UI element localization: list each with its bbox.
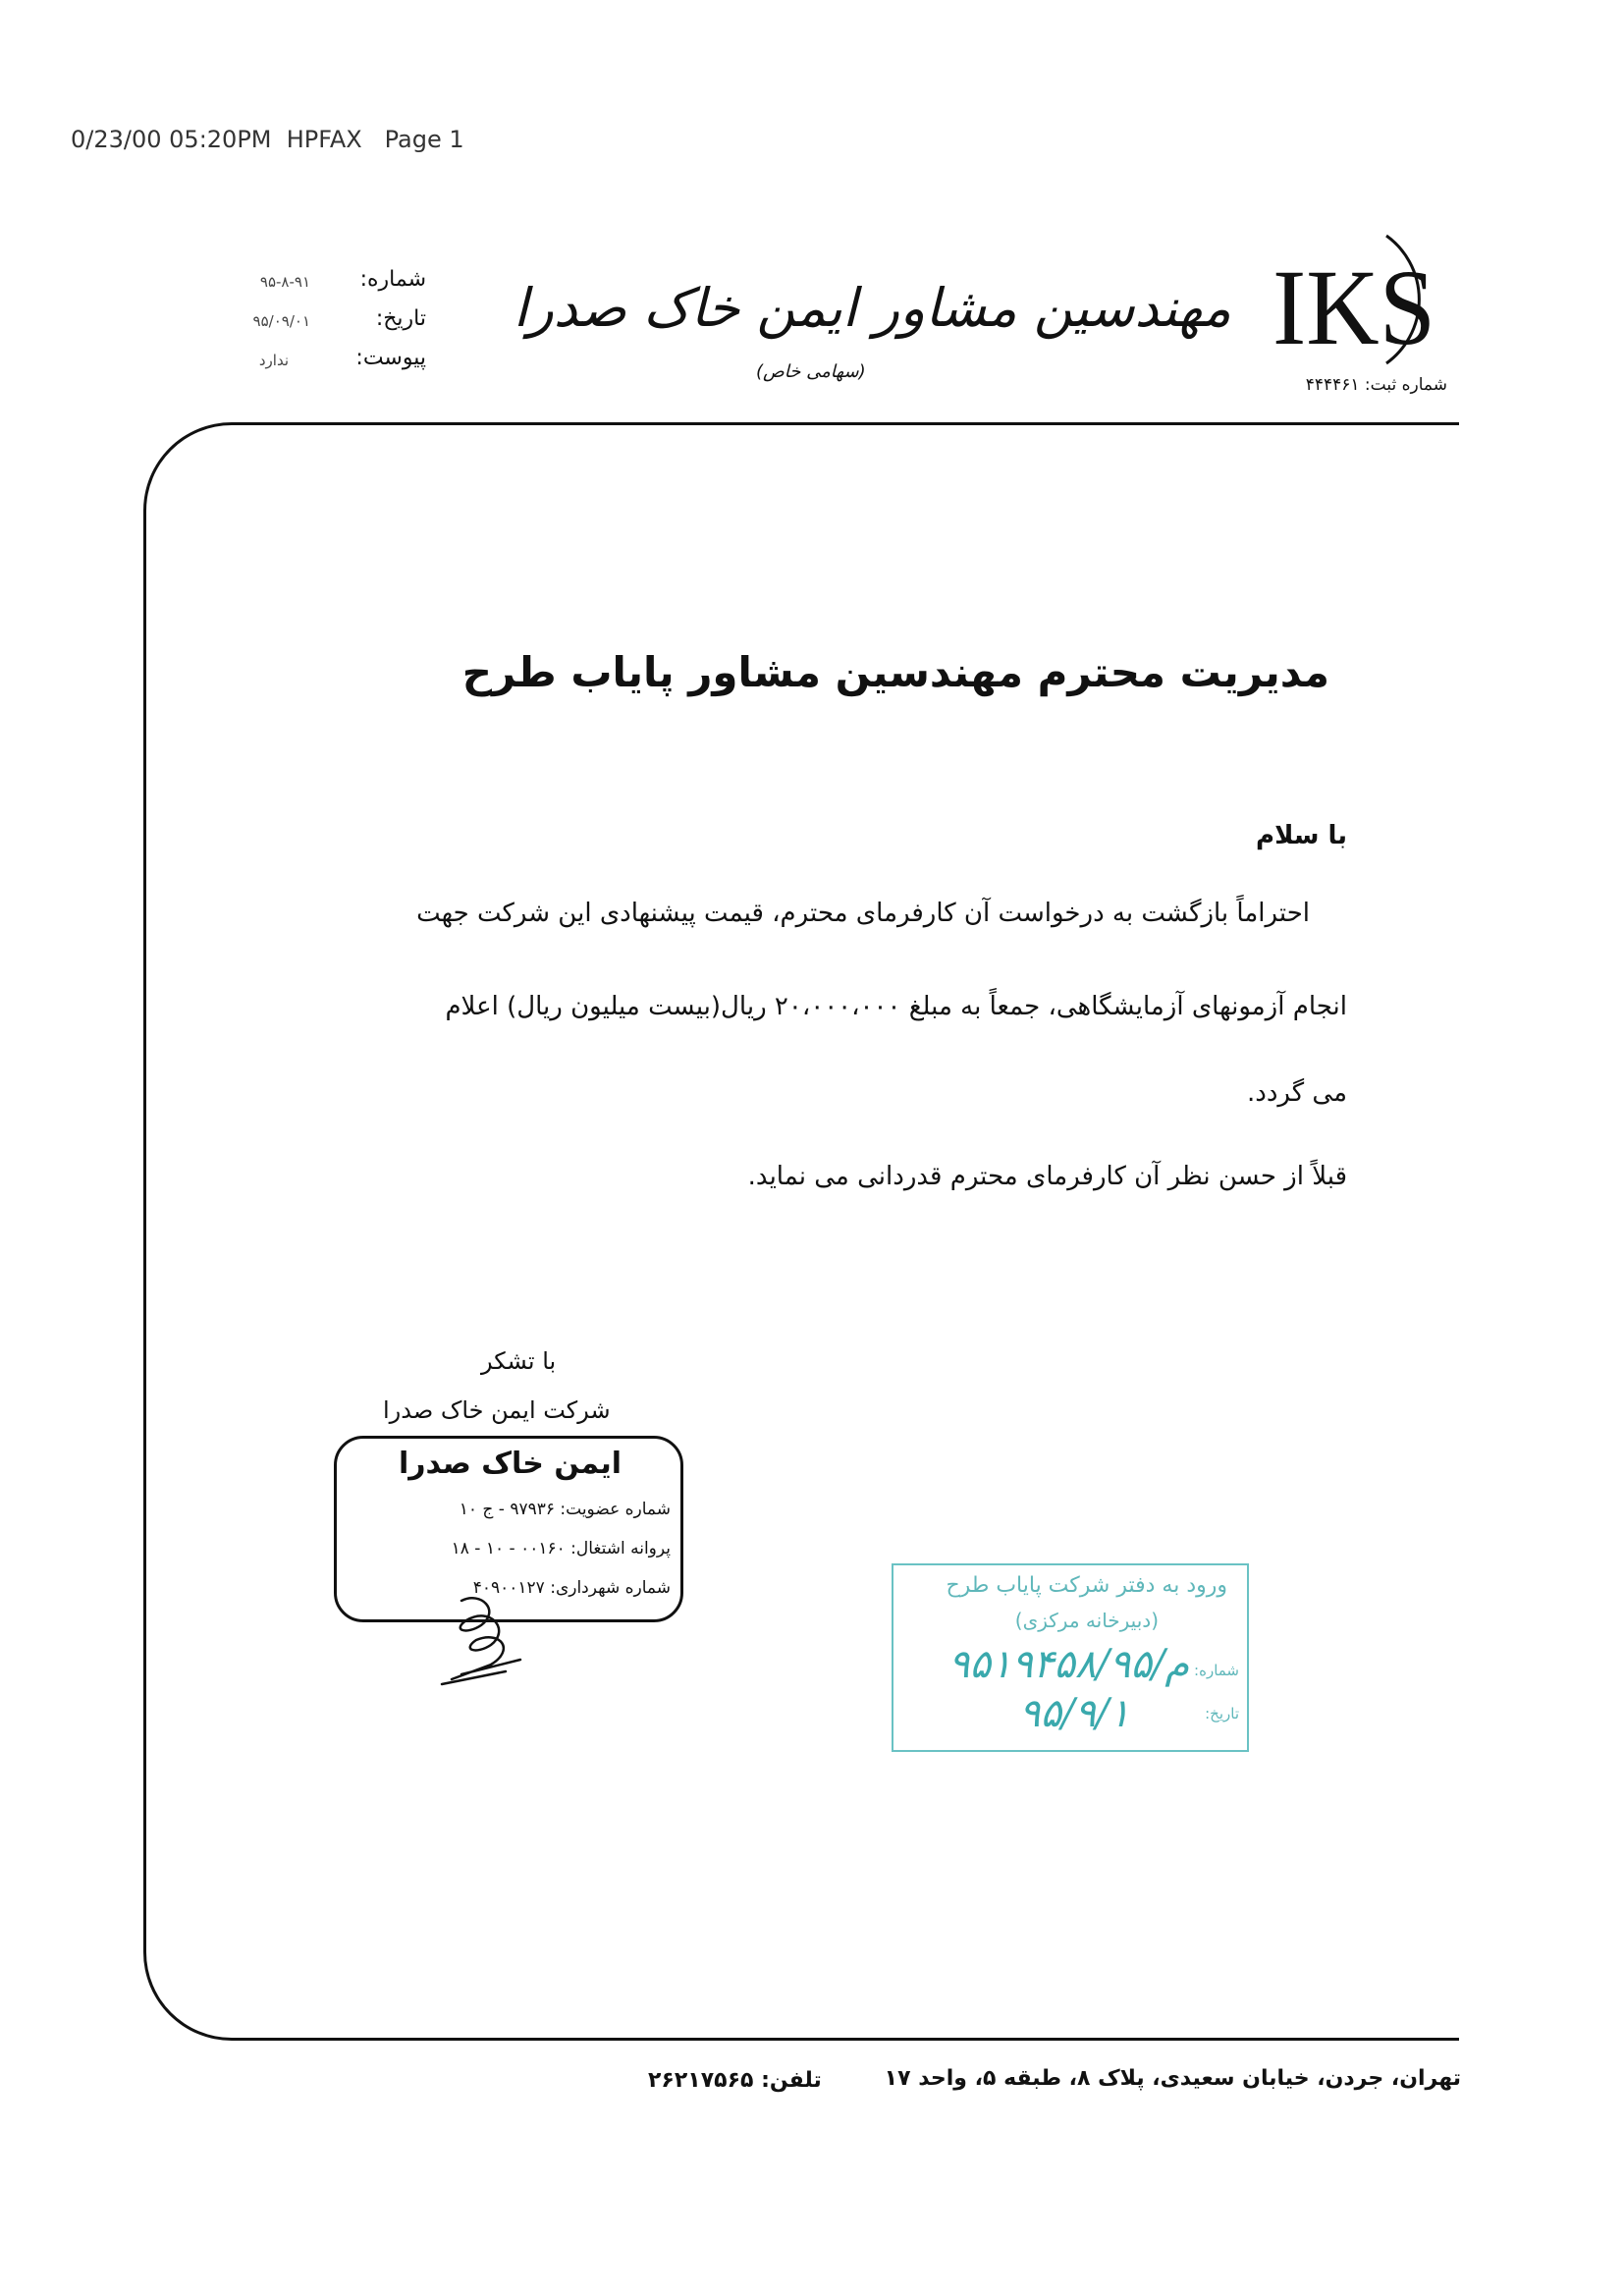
seal-municipality: شماره شهرداری: ۴۰۹۰۰۱۲۷ bbox=[472, 1578, 671, 1598]
body-line-3: می گردد. bbox=[1246, 1078, 1347, 1108]
footer-phone: تلفن: ۲۶۲۱۷۵۶۵ bbox=[648, 2068, 822, 2093]
stamp-number-label: شماره: bbox=[1194, 1662, 1239, 1679]
seal-license: پروانه اشتغال: ۰۰۱۶۰ - ۱۰ - ۱۸ bbox=[451, 1539, 671, 1558]
number-value: ۹۵-۸-۹۱ bbox=[259, 273, 310, 291]
registration-number: شماره ثبت: ۴۴۴۴۶۱ bbox=[1305, 375, 1447, 395]
body-line-2: انجام آزمونهای آزمایشگاهی، جمعاً به مبلغ ۲۰،۰۰۰،۰۰۰ ریال(بیست میلیون ریال) اعلام bbox=[445, 992, 1347, 1021]
fax-header: 0/23/00 05:20PM HPFAX Page 1 bbox=[71, 126, 464, 153]
greeting: با سلام bbox=[1256, 821, 1347, 850]
company-name: مهندسین مشاور ایمن خاک صدرا bbox=[513, 277, 1231, 339]
attachment-label: پیوست: bbox=[355, 346, 426, 370]
seal-title: ایمن خاک صدرا bbox=[398, 1447, 622, 1481]
company-logo bbox=[1271, 216, 1447, 373]
logo-text: IKS bbox=[1272, 247, 1435, 367]
signature-icon bbox=[422, 1581, 550, 1699]
number-label: شماره: bbox=[359, 267, 426, 292]
body-line-1: احتراماً بازگشت به درخواست آن کارفرمای محترم، قیمت پیشنهادی این شرکت جهت bbox=[416, 899, 1310, 928]
received-stamp bbox=[892, 1563, 1249, 1752]
company-type: (سهامی خاص) bbox=[756, 361, 866, 382]
closing-thanks: با تشکر bbox=[481, 1347, 557, 1375]
logo-graphic bbox=[1271, 216, 1447, 373]
closing-signer: شرکت ایمن خاک صدرا bbox=[383, 1396, 611, 1424]
stamp-date-value: ۹۵/۹/۱ bbox=[1019, 1691, 1130, 1736]
footer-address: تهران، جردن، خیابان سعیدی، پلاک ۸، طبقه ۵، واحد ۱۷ bbox=[884, 2066, 1461, 2091]
recipient: مدیریت محترم مهندسین مشاور پایاب طرح bbox=[461, 648, 1329, 696]
stamp-title: ورود به دفتر شرکت پایاب طرح bbox=[946, 1573, 1227, 1598]
stamp-number-value: ۹۵۱۹۴۵۸/۹۵/م bbox=[948, 1642, 1190, 1687]
stamp-date-label: تاریخ: bbox=[1205, 1705, 1239, 1722]
body-line-4: قبلاً از حسن نظر آن کارفرمای محترم قدردانی می نماید. bbox=[747, 1162, 1347, 1191]
date-label: تاریخ: bbox=[375, 306, 426, 331]
date-value: ۹۵/۰۹/۰۱ bbox=[252, 312, 310, 330]
letter-meta bbox=[216, 267, 426, 385]
stamp-subtitle: (دبیرخانه مرکزی) bbox=[1014, 1609, 1159, 1632]
attachment-value: ندارد bbox=[258, 352, 289, 369]
seal-membership: شماره عضویت: ۹۷۹۳۶ - ج ۱۰ bbox=[459, 1500, 671, 1519]
